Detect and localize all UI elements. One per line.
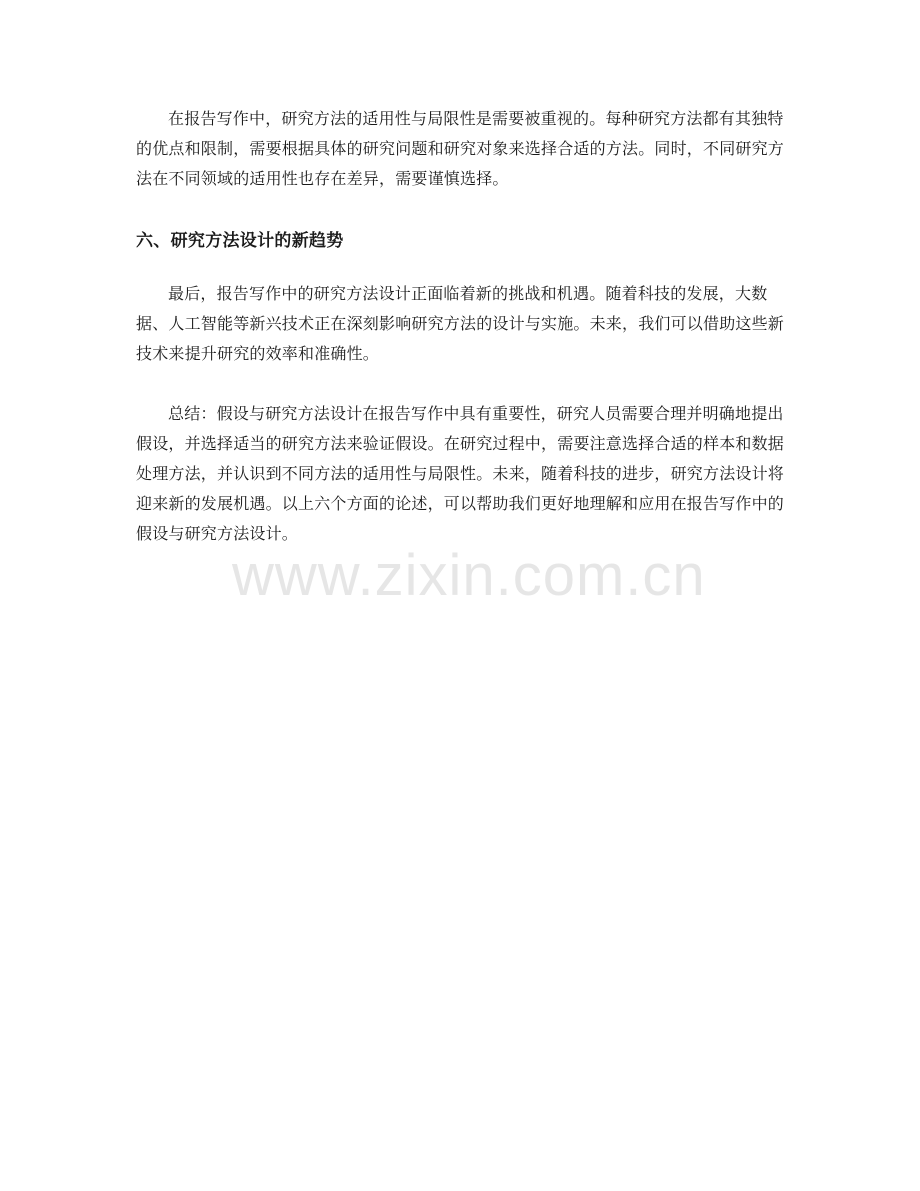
body-paragraph-new-trends: 最后，报告写作中的研究方法设计正面临着新的挑战和机遇。随着科技的发展，大数据、人工智能等新兴技术正在深刻影响研究方法的设计与实施。未来，我们可以借助这些新技术来提升研究的效率和准确性。 [136, 284, 785, 363]
body-paragraph-summary: 总结：假设与研究方法设计在报告写作中具有重要性，研究人员需要合理并明确地提出假设，并选择适当的研究方法来验证假设。在研究过程中，需要注意选择合适的样本和数据处理方法，并认识到不同方法的适用性与局限性。未来，随着科技的进步，研究方法设计将迎来新的发展机遇。以上六个方面的论述，可以帮助我们更好地理解和应用在报告写作中的假设与研究方法设计。 [136, 404, 785, 543]
watermark: www.zixin.com.cn [232, 543, 706, 608]
section-heading-new-trends: 六、研究方法设计的新趋势 [136, 231, 344, 251]
body-paragraph-applicability: 在报告写作中，研究方法的适用性与局限性是需要被重视的。每种研究方法都有其独特的优点和限制，需要根据具体的研究问题和研究对象来选择合适的方法。同时，不同研究方法在不同领域的适用性也存在差异，需要谨慎选择。 [136, 109, 785, 188]
